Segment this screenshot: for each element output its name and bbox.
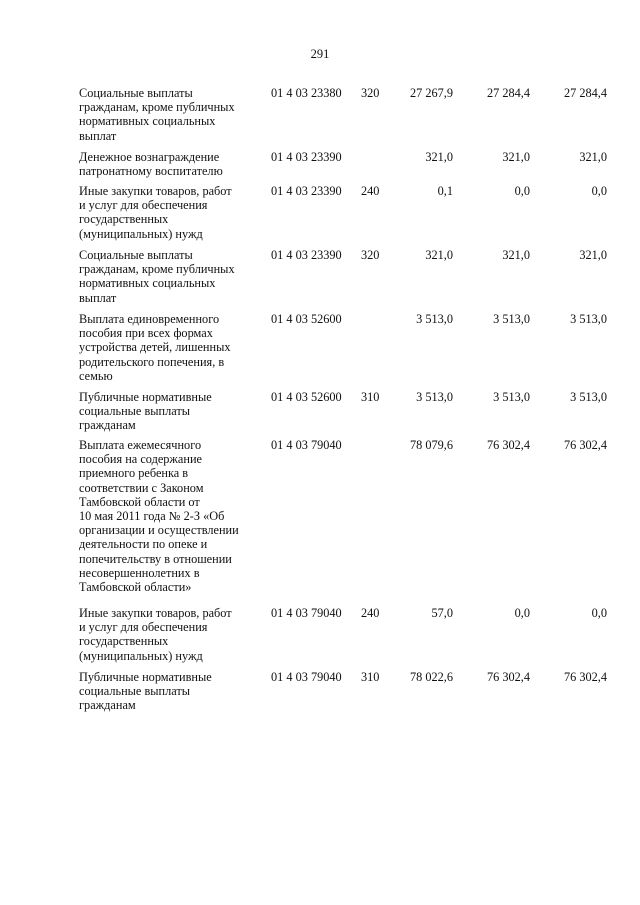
row-description: Выплата единовременного пособия при всех формах устройства детей, лишенных родительского попечения, в семью <box>79 312 231 383</box>
row-code: 01 4 03 52600 <box>271 312 342 326</box>
row-amount-year3: 76 302,4 <box>563 670 607 684</box>
row-amount-year3: 0,0 <box>591 606 607 620</box>
row-expense-type: 240 <box>361 606 380 620</box>
row-amount-year1: 57,0 <box>431 606 453 620</box>
page-number: 291 <box>310 47 330 61</box>
row-amount-year2: 3 513,0 <box>493 312 530 326</box>
row-expense-type: 240 <box>361 184 380 198</box>
row-amount-year1: 3 513,0 <box>416 390 453 404</box>
row-amount-year3: 3 513,0 <box>570 312 607 326</box>
row-description: Иные закупки товаров, работ и услуг для обеспечения государственных (муниципальных) нужд <box>79 184 232 241</box>
row-code: 01 4 03 23390 <box>271 248 342 262</box>
row-expense-type: 310 <box>361 390 380 404</box>
row-amount-year1: 27 267,9 <box>409 86 453 100</box>
row-amount-year1: 0,1 <box>437 184 453 198</box>
row-amount-year2: 321,0 <box>502 248 530 262</box>
row-amount-year3: 3 513,0 <box>570 390 607 404</box>
row-code: 01 4 03 52600 <box>271 390 342 404</box>
row-amount-year2: 76 302,4 <box>486 670 530 684</box>
row-code: 01 4 03 79040 <box>271 670 342 684</box>
row-description: Иные закупки товаров, работ и услуг для обеспечения государственных (муниципальных) нужд <box>79 606 232 663</box>
row-expense-type: 320 <box>361 86 380 100</box>
row-amount-year2: 76 302,4 <box>486 438 530 452</box>
row-amount-year1: 78 079,6 <box>409 438 453 452</box>
row-description: Публичные нормативные социальные выплаты гражданам <box>79 670 212 713</box>
row-amount-year3: 321,0 <box>579 150 607 164</box>
row-amount-year1: 321,0 <box>425 150 453 164</box>
row-amount-year3: 0,0 <box>591 184 607 198</box>
row-description: Выплата ежемесячного пособия на содержание приемного ребенка в соответствии с Законом Тамбовской области от 10 мая 2011 года № 2-З «Об организации и осуществлении деятельности по опеке и попечительству в отношении несовершеннолетних в Тамбовской области» <box>79 438 239 595</box>
row-amount-year1: 321,0 <box>425 248 453 262</box>
row-code: 01 4 03 23390 <box>271 150 342 164</box>
row-code: 01 4 03 79040 <box>271 438 342 452</box>
row-amount-year1: 78 022,6 <box>409 670 453 684</box>
row-code: 01 4 03 23380 <box>271 86 342 100</box>
row-amount-year2: 27 284,4 <box>486 86 530 100</box>
row-description: Социальные выплаты гражданам, кроме публичных нормативных социальных выплат <box>79 86 235 143</box>
row-amount-year2: 3 513,0 <box>493 390 530 404</box>
row-amount-year1: 3 513,0 <box>416 312 453 326</box>
row-code: 01 4 03 79040 <box>271 606 342 620</box>
row-amount-year2: 0,0 <box>514 606 530 620</box>
row-expense-type: 320 <box>361 248 380 262</box>
row-amount-year2: 0,0 <box>514 184 530 198</box>
row-description: Денежное вознаграждение патронатному воспитателю <box>79 150 223 179</box>
row-code: 01 4 03 23390 <box>271 184 342 198</box>
row-description: Публичные нормативные социальные выплаты гражданам <box>79 390 212 433</box>
row-expense-type: 310 <box>361 670 380 684</box>
row-amount-year3: 27 284,4 <box>563 86 607 100</box>
row-description: Социальные выплаты гражданам, кроме публичных нормативных социальных выплат <box>79 248 235 305</box>
row-amount-year2: 321,0 <box>502 150 530 164</box>
row-amount-year3: 321,0 <box>579 248 607 262</box>
row-amount-year3: 76 302,4 <box>563 438 607 452</box>
